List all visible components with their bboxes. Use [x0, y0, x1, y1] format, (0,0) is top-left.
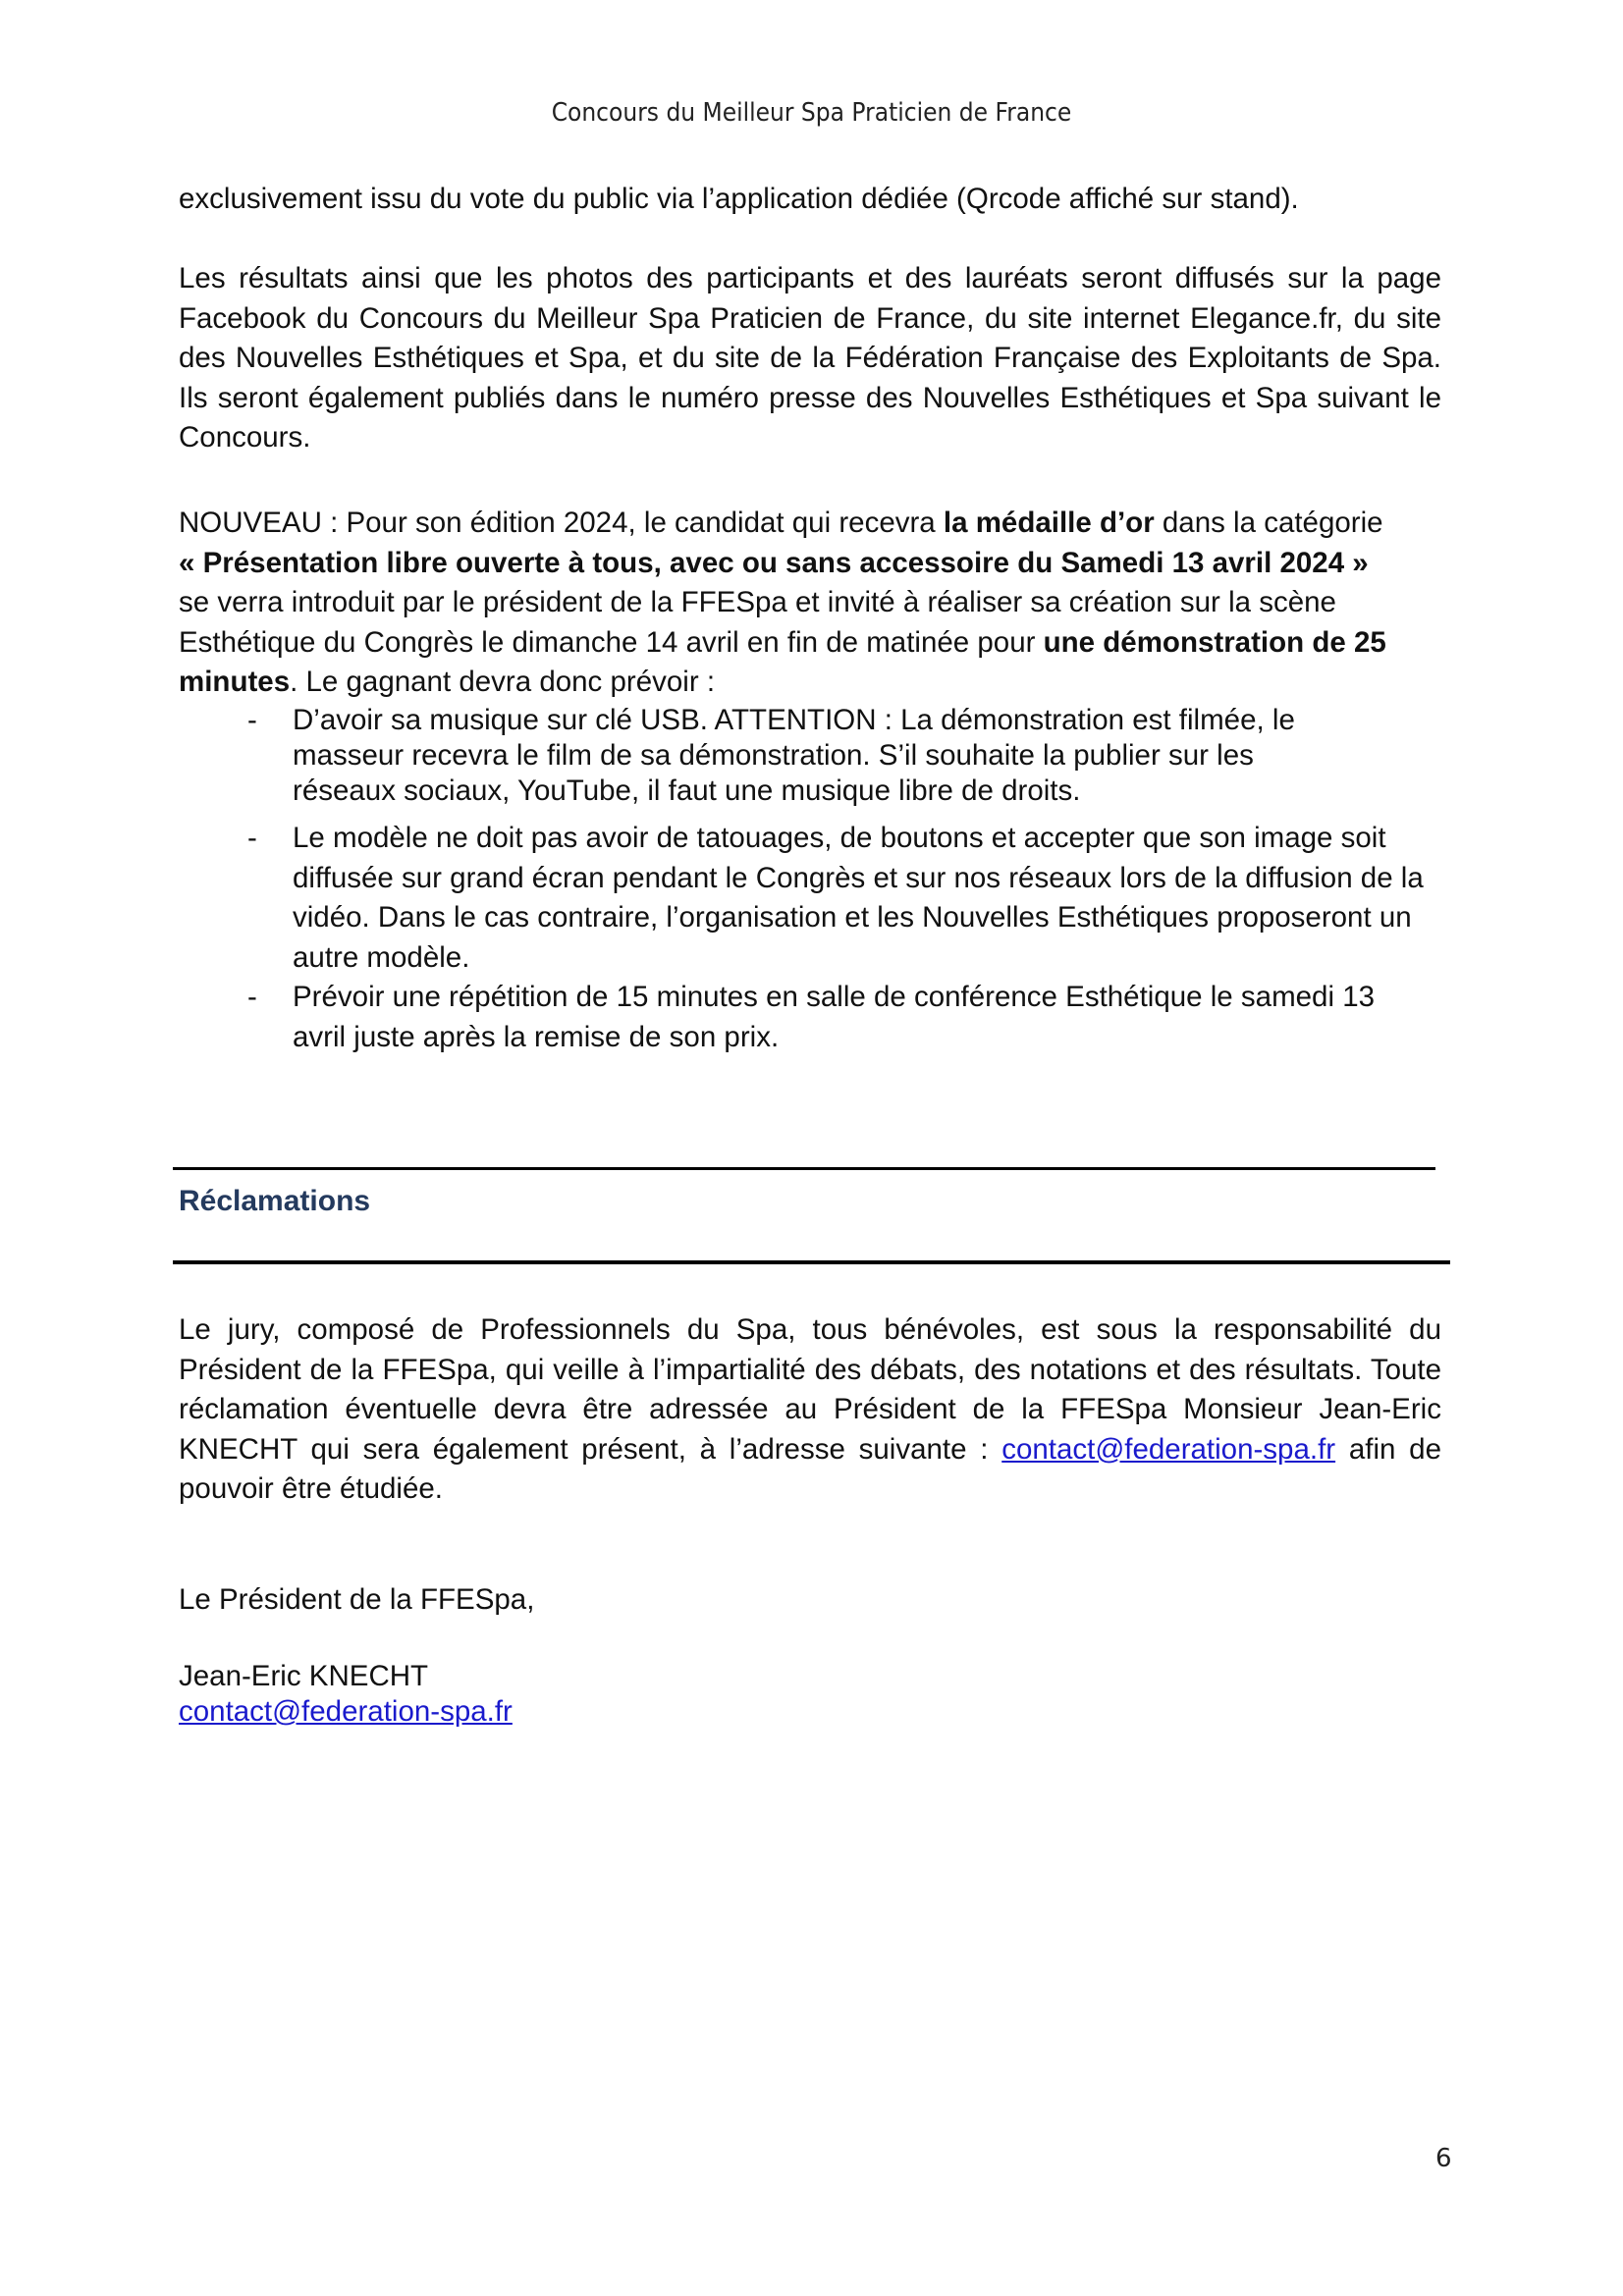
- reclamations-text-end: afin de pouvoir être étudiée.: [179, 1432, 1441, 1505]
- nouveau-end: . Le gagnant devra donc prévoir :: [290, 666, 716, 698]
- list-item: [179, 703, 1455, 809]
- signature-email-link[interactable]: contact@federation-spa.fr: [179, 1695, 513, 1728]
- signature-name: Jean-Eric KNECHT: [179, 1660, 429, 1692]
- reclamations-text: Le jury, composé de Professionnels du Spa, tous bénévoles, est sous la responsabilité du Président de la FFESpa, qui veille à l’impartialité des débats, des notations et des résultats. Toute réclamation éventuelle devra être adressée au Président de la FFESpa Monsieur Jean-Eric KNECHT qui sera également présent, à l’adresse suivante :: [179, 1313, 1441, 1466]
- requirements-list: [179, 703, 1455, 1057]
- section-top-rule: [173, 1167, 1435, 1170]
- contact-email-link[interactable]: contact@federation-spa.fr: [1001, 1432, 1336, 1466]
- dash-bullet-icon: -: [247, 704, 257, 736]
- demo-duration-emphasis: une démonstration de 25 minutes: [179, 625, 1386, 698]
- paragraph-reclamations-text: [179, 1310, 1441, 1510]
- dash-bullet-icon: -: [247, 822, 257, 854]
- list-item: [179, 819, 1455, 978]
- nouveau-mid2: se verra introduit par le président de la FFESpa et invité à réaliser sa création sur la scène Esthétique du Congrès le dimanche 14 avril en fin de matinée pour: [179, 586, 1336, 659]
- section-bottom-rule: [173, 1260, 1450, 1264]
- paragraph-results-text: Les résultats ainsi que les photos des participants et des lauréats seront diffusés sur la page Facebook du Concours du Meilleur Spa Praticien de France, du site internet Elegance.fr, du site des Nouvelles Esthétiques et Spa, et du site de la Fédération Française des Exploitants de Spa. Ils seront également publiés dans le numéro presse des Nouvelles Esthétiques et Spa suivant le Concours.: [179, 262, 1441, 454]
- nouveau-mid1: dans la catégorie: [1154, 507, 1383, 539]
- paragraph-results: [179, 259, 1441, 458]
- paragraph-nouveau-text: [179, 504, 1445, 703]
- signature-block: [179, 1659, 1441, 1730]
- list-item: [179, 978, 1455, 1057]
- paragraph-vote-text: exclusivement issu du vote du public via l’application dédiée (Qrcode affiché sur stand).: [179, 183, 1299, 215]
- list-item-text: Le modèle ne doit pas avoir de tatouages, de boutons et accepter que son image soit diffusée sur grand écran pendant le Congrès et sur nos réseaux lors de la diffusion de la vidéo. Dans le cas contraire, l’organisation et les Nouvelles Esthétiques proposeront un autre modèle.: [293, 822, 1424, 974]
- list-item-text: Prévoir une répétition de 15 minutes en salle de conférence Esthétique le samedi 13 avril juste après la remise de son prix.: [293, 981, 1376, 1053]
- category-emphasis: « Présentation libre ouverte à tous, avec ou sans accessoire du Samedi 13 avril 2024 »: [179, 546, 1369, 579]
- section-heading-reclamations: Réclamations: [179, 1185, 371, 1217]
- signature-title-text: Le Président de la FFESpa,: [179, 1583, 535, 1616]
- list-item-text: D’avoir sa musique sur clé USB. ATTENTION : La démonstration est filmée, le masseur recevra le film de sa démonstration. S’il souhaite la publier sur les réseaux sociaux, YouTube, il faut une musique libre de droits.: [293, 704, 1295, 807]
- dash-bullet-icon: -: [247, 981, 257, 1013]
- paragraph-reclamations: [179, 1310, 1441, 1510]
- running-header: Concours du Meilleur Spa Praticien de France: [551, 98, 1072, 128]
- paragraph-vote: [179, 180, 1441, 220]
- nouveau-intro: NOUVEAU : Pour son édition 2024, le candidat qui recevra: [179, 507, 944, 539]
- paragraph-nouveau: [179, 504, 1445, 703]
- page-number: 6: [1435, 2144, 1452, 2173]
- gold-medal-emphasis: la médaille d’or: [943, 507, 1155, 539]
- signature-title: [179, 1580, 1441, 1621]
